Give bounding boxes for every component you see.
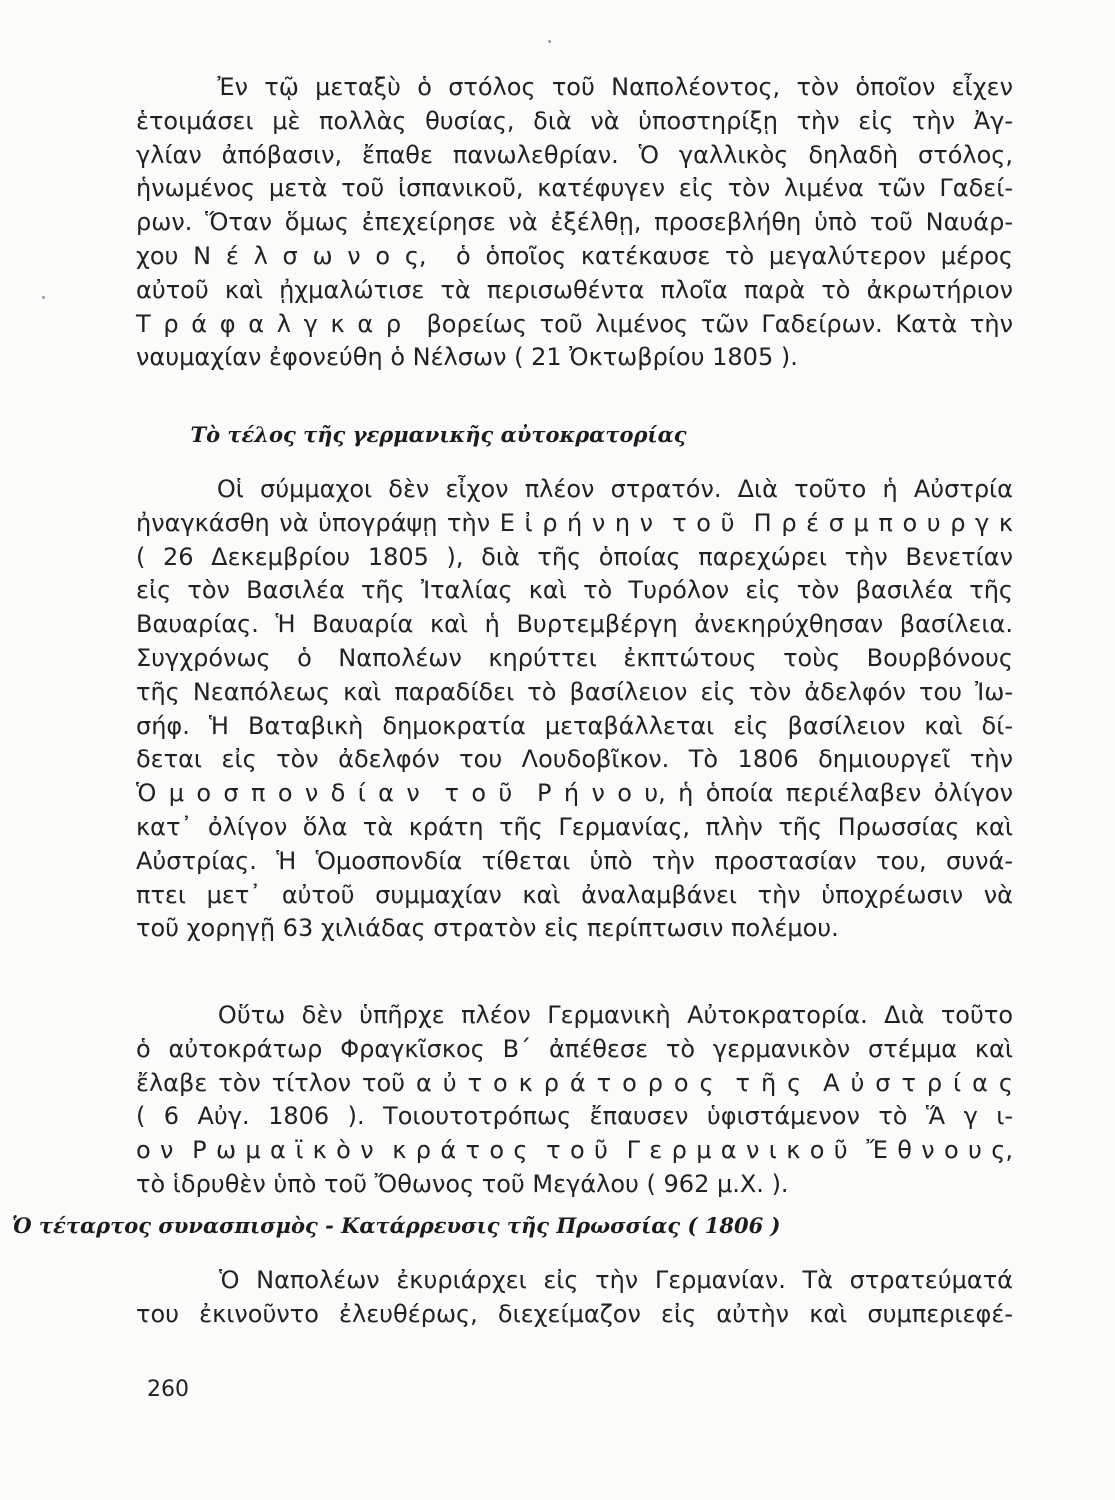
text-line: ἑτοιμάσει μὲ πολλὰς θυσίας, διὰ νὰ ὑποστηρίξῃ τὴν εἰς τὴν Ἀγ- xyxy=(136,106,1013,135)
text-line: γλίαν ἀπόβασιν, ἔπαθε πανωλεθρίαν. Ὁ γαλλικὸς δηλαδὴ στόλος, xyxy=(136,140,1013,169)
text-line: Βαυαρίας. Ἡ Βαυαρία καὶ ἡ Βυρτεμβέργη ἀνεκηρύχθησαν βασίλεια. xyxy=(136,610,1013,639)
text-line: κατ᾽ ὀλίγον ὅλα τὰ κράτη τῆς Γερμανίας, πλὴν τῆς Πρωσσίας καὶ xyxy=(136,812,1013,841)
paragraph-4 xyxy=(136,1264,1013,1332)
text-line: χου Ν έ λ σ ω ν ο ς, ὁ ὁποῖος κατέκαυσε τὸ μεγαλύτερον μέρος xyxy=(136,241,1013,270)
text-line: ναυμαχίαν ἐφονεύθη ὁ Νέλσων ( 21 Ὀκτωβρίου 1805 ). xyxy=(136,343,798,372)
paragraph-2 xyxy=(136,473,1013,946)
text-line: του ἐκινοῦντο ἐλευθέρως, διεχείμαζον εἰς αὐτὴν καὶ συμπεριεφέ- xyxy=(136,1299,1013,1328)
text-line: ἔλαβε τὸν τίτλον τοῦ α ὐ τ ο κ ρ ά τ ο ρ ο ς τ ῆ ς Α ὐ σ τ ρ ί α ς xyxy=(136,1068,1013,1097)
text-line: πτει μετ᾽ αὐτοῦ συμμαχίαν καὶ ἀναλαμβάνει τὴν ὑποχρέωσιν νὰ xyxy=(136,880,1013,909)
speck xyxy=(42,296,45,299)
speck xyxy=(548,40,551,43)
section-heading: Τὸ τέλος τῆς γερμανικῆς αὐτοκρατορίας xyxy=(190,422,687,447)
text-line: δεται εἰς τὸν ἀδελφόν του Λουδοβῖκον. Τὸ 1806 δημιουργεῖ τὴν xyxy=(136,745,1013,774)
section-heading: Ὁ τέταρτος συνασπισμὸς - Κατάρρευσις τῆς Πρωσσίας ( 1806 ) xyxy=(12,1213,781,1238)
text-line: ἡνωμένος μετὰ τοῦ ἰσπανικοῦ, κατέφυγεν εἰς τὸν λιμένα τῶν Γαδεί- xyxy=(136,174,1013,203)
text-line: ( 6 Αὐγ. 1806 ). Τοιουτοτρόπως ἔπαυσεν ὑφιστάμενον τὸ Ἅ γ ι- xyxy=(136,1102,1013,1131)
text-line: ὁ αὐτοκράτωρ Φραγκῖσκος Β´ ἀπέθεσε τὸ γερμανικὸν στέμμα καὶ xyxy=(136,1034,1013,1063)
text-line: Τ ρ ά φ α λ γ κ α ρ βορείως τοῦ λιμένος τῶν Γαδείρων. Κατὰ τὴν xyxy=(136,309,1013,338)
text-line: Ὁ Ναπολέων ἐκυριάρχει εἰς τὴν Γερμανίαν. Τὰ στρατεύματά xyxy=(136,1266,1013,1294)
text-line: σήφ. Ἡ Βαταβικὴ δημοκρατία μεταβάλλεται εἰς βασίλειον καὶ δί- xyxy=(136,711,1013,740)
text-line: τὸ ἱδρυθὲν ὑπὸ τοῦ Ὄθωνος τοῦ Μεγάλου ( 962 μ.Χ. ). xyxy=(136,1169,789,1198)
text-line: εἰς τὸν Βασιλέα τῆς Ἰταλίας καὶ τὸ Τυρόλον εἰς τὸν βασιλέα τῆς xyxy=(136,576,1013,605)
text-line: αὐτοῦ καὶ ᾐχμαλώτισε τὰ περισωθέντα πλοῖα παρὰ τὸ ἀκρωτήριον xyxy=(136,275,1013,304)
text-line: Αὐστρίας. Ἡ Ὁμοσπονδία τίθεται ὑπὸ τὴν προστασίαν του, συνά- xyxy=(136,846,1013,875)
text-line: ο ν Ρ ω μ α ϊ κ ὸ ν κ ρ ά τ ο ς τ ο ῦ Γ ε ρ μ α ν ι κ ο ῦ Ἔ θ ν ο υ ς, xyxy=(136,1136,1013,1165)
text-line: Οἱ σύμμαχοι δὲν εἶχον πλέον στρατόν. Διὰ τοῦτο ἡ Αὐστρία xyxy=(136,475,1013,503)
paragraph-1 xyxy=(136,71,1013,375)
text-line: τοῦ χορηγῇ 63 χιλιάδας στρατὸν εἰς περίπτωσιν πολέμου. xyxy=(136,914,839,943)
paragraph-3 xyxy=(136,999,1013,1202)
text-line: Οὕτω δὲν ὑπῆρχε πλέον Γερμανικὴ Αὐτοκρατορία. Διὰ τοῦτο xyxy=(136,1001,1013,1029)
text-line: ( 26 Δεκεμβρίου 1805 ), διὰ τῆς ὁποίας παρεχώρει τὴν Βενετίαν xyxy=(136,542,1013,571)
text-line: Συγχρόνως ὁ Ναπολέων κηρύττει ἐκπτώτους τοὺς Βουρβόνους xyxy=(136,643,1013,672)
text-line: τῆς Νεαπόλεως καὶ παραδίδει τὸ βασίλειον εἰς τὸν ἀδελφόν του Ἰω- xyxy=(136,677,1013,706)
text-line: ρων. Ὅταν ὅμως ἐπεχείρησε νὰ ἐξέλθῃ, προσεβλήθη ὑπὸ τοῦ Ναυάρ- xyxy=(136,208,1013,237)
text-line: Ὁ μ ο σ π ο ν δ ί α ν τ ο ῦ Ρ ή ν ο υ, ἡ ὁποία περιέλαβεν ὀλίγον xyxy=(136,779,1013,808)
page-number: 260 xyxy=(147,1377,189,1402)
text-line: ἠναγκάσθη νὰ ὑπογράψῃ τὴν Ε ἰ ρ ή ν η ν τ ο ῦ Π ρ έ σ μ π ο υ ρ γ κ xyxy=(136,508,1013,537)
text-line: Ἐν τῷ μεταξὺ ὁ στόλος τοῦ Ναπολέοντος, τὸν ὁποῖον εἶχεν xyxy=(136,73,1013,101)
